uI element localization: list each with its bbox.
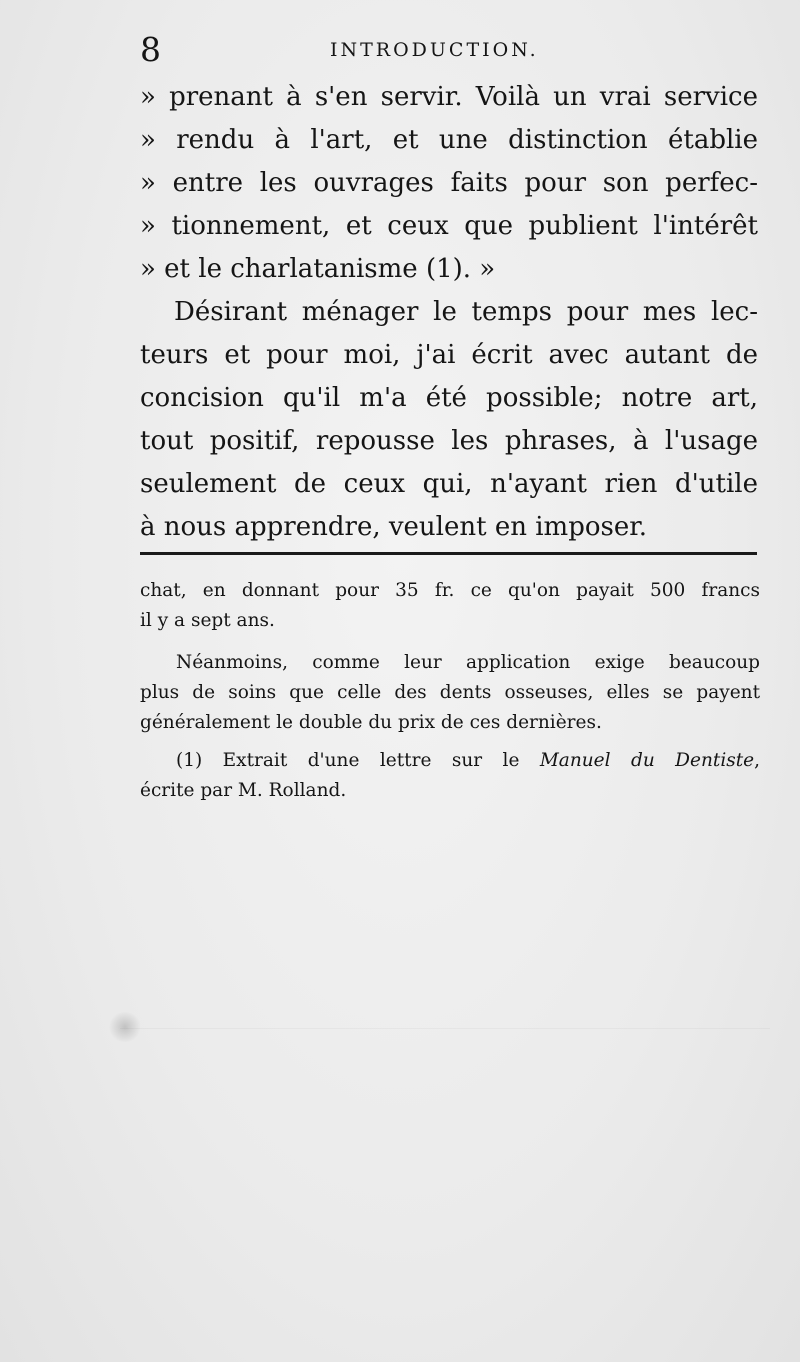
- footnote-line: il y a sept ans.: [140, 610, 275, 631]
- text-line: à nous apprendre, veulent en imposer.: [140, 512, 648, 542]
- main-text: [140, 76, 758, 549]
- ink-smudge: [108, 1012, 142, 1042]
- text-line: » tionnement, et ceux que publient l'intérêt: [140, 211, 758, 241]
- text-line: » rendu à l'art, et une distinction établie: [140, 125, 758, 155]
- text-line: Désirant ménager le temps pour mes lec-: [174, 297, 758, 327]
- footnote-1-suffix: ,: [754, 750, 760, 771]
- footnote-rule: [140, 552, 757, 555]
- text-line: concision qu'il m'a été possible; notre art,: [140, 383, 758, 413]
- footnote-line: plus de soins que celle des dents osseuses, elles se payent: [140, 682, 760, 703]
- footnote-line: chat, en donnant pour 35 fr. ce qu'on payait 500 francs: [140, 580, 760, 601]
- footnote-line: généralement le double du prix de ces dernières.: [140, 712, 602, 733]
- footnote-line: écrite par M. Rolland.: [140, 780, 347, 801]
- text-line: teurs et pour moi, j'ai écrit avec autant de: [140, 340, 758, 370]
- footnote-line: Néanmoins, comme leur application exige beaucoup: [176, 652, 760, 673]
- running-head: INTRODUCTION.: [330, 39, 539, 61]
- text-line: » prenant à s'en servir. Voilà un vrai service: [140, 82, 758, 112]
- page-number: 8: [140, 30, 161, 69]
- footnote-1-title: Manuel du Dentiste: [539, 750, 755, 771]
- text-line: » et le charlatanisme (1). »: [140, 254, 496, 284]
- page-header: [140, 30, 760, 70]
- text-line: » entre les ouvrages faits pour son perfec-: [140, 168, 758, 198]
- footnote-1: [140, 746, 760, 776]
- footnotes: [140, 576, 760, 806]
- text-line: seulement de ceux qui, n'ayant rien d'utile: [140, 469, 758, 499]
- bleed-through-rule: [120, 1028, 770, 1029]
- text-line: tout positif, repousse les phrases, à l'usage: [140, 426, 758, 456]
- footnote-1-prefix: (1) Extrait d'une lettre sur le: [176, 750, 540, 771]
